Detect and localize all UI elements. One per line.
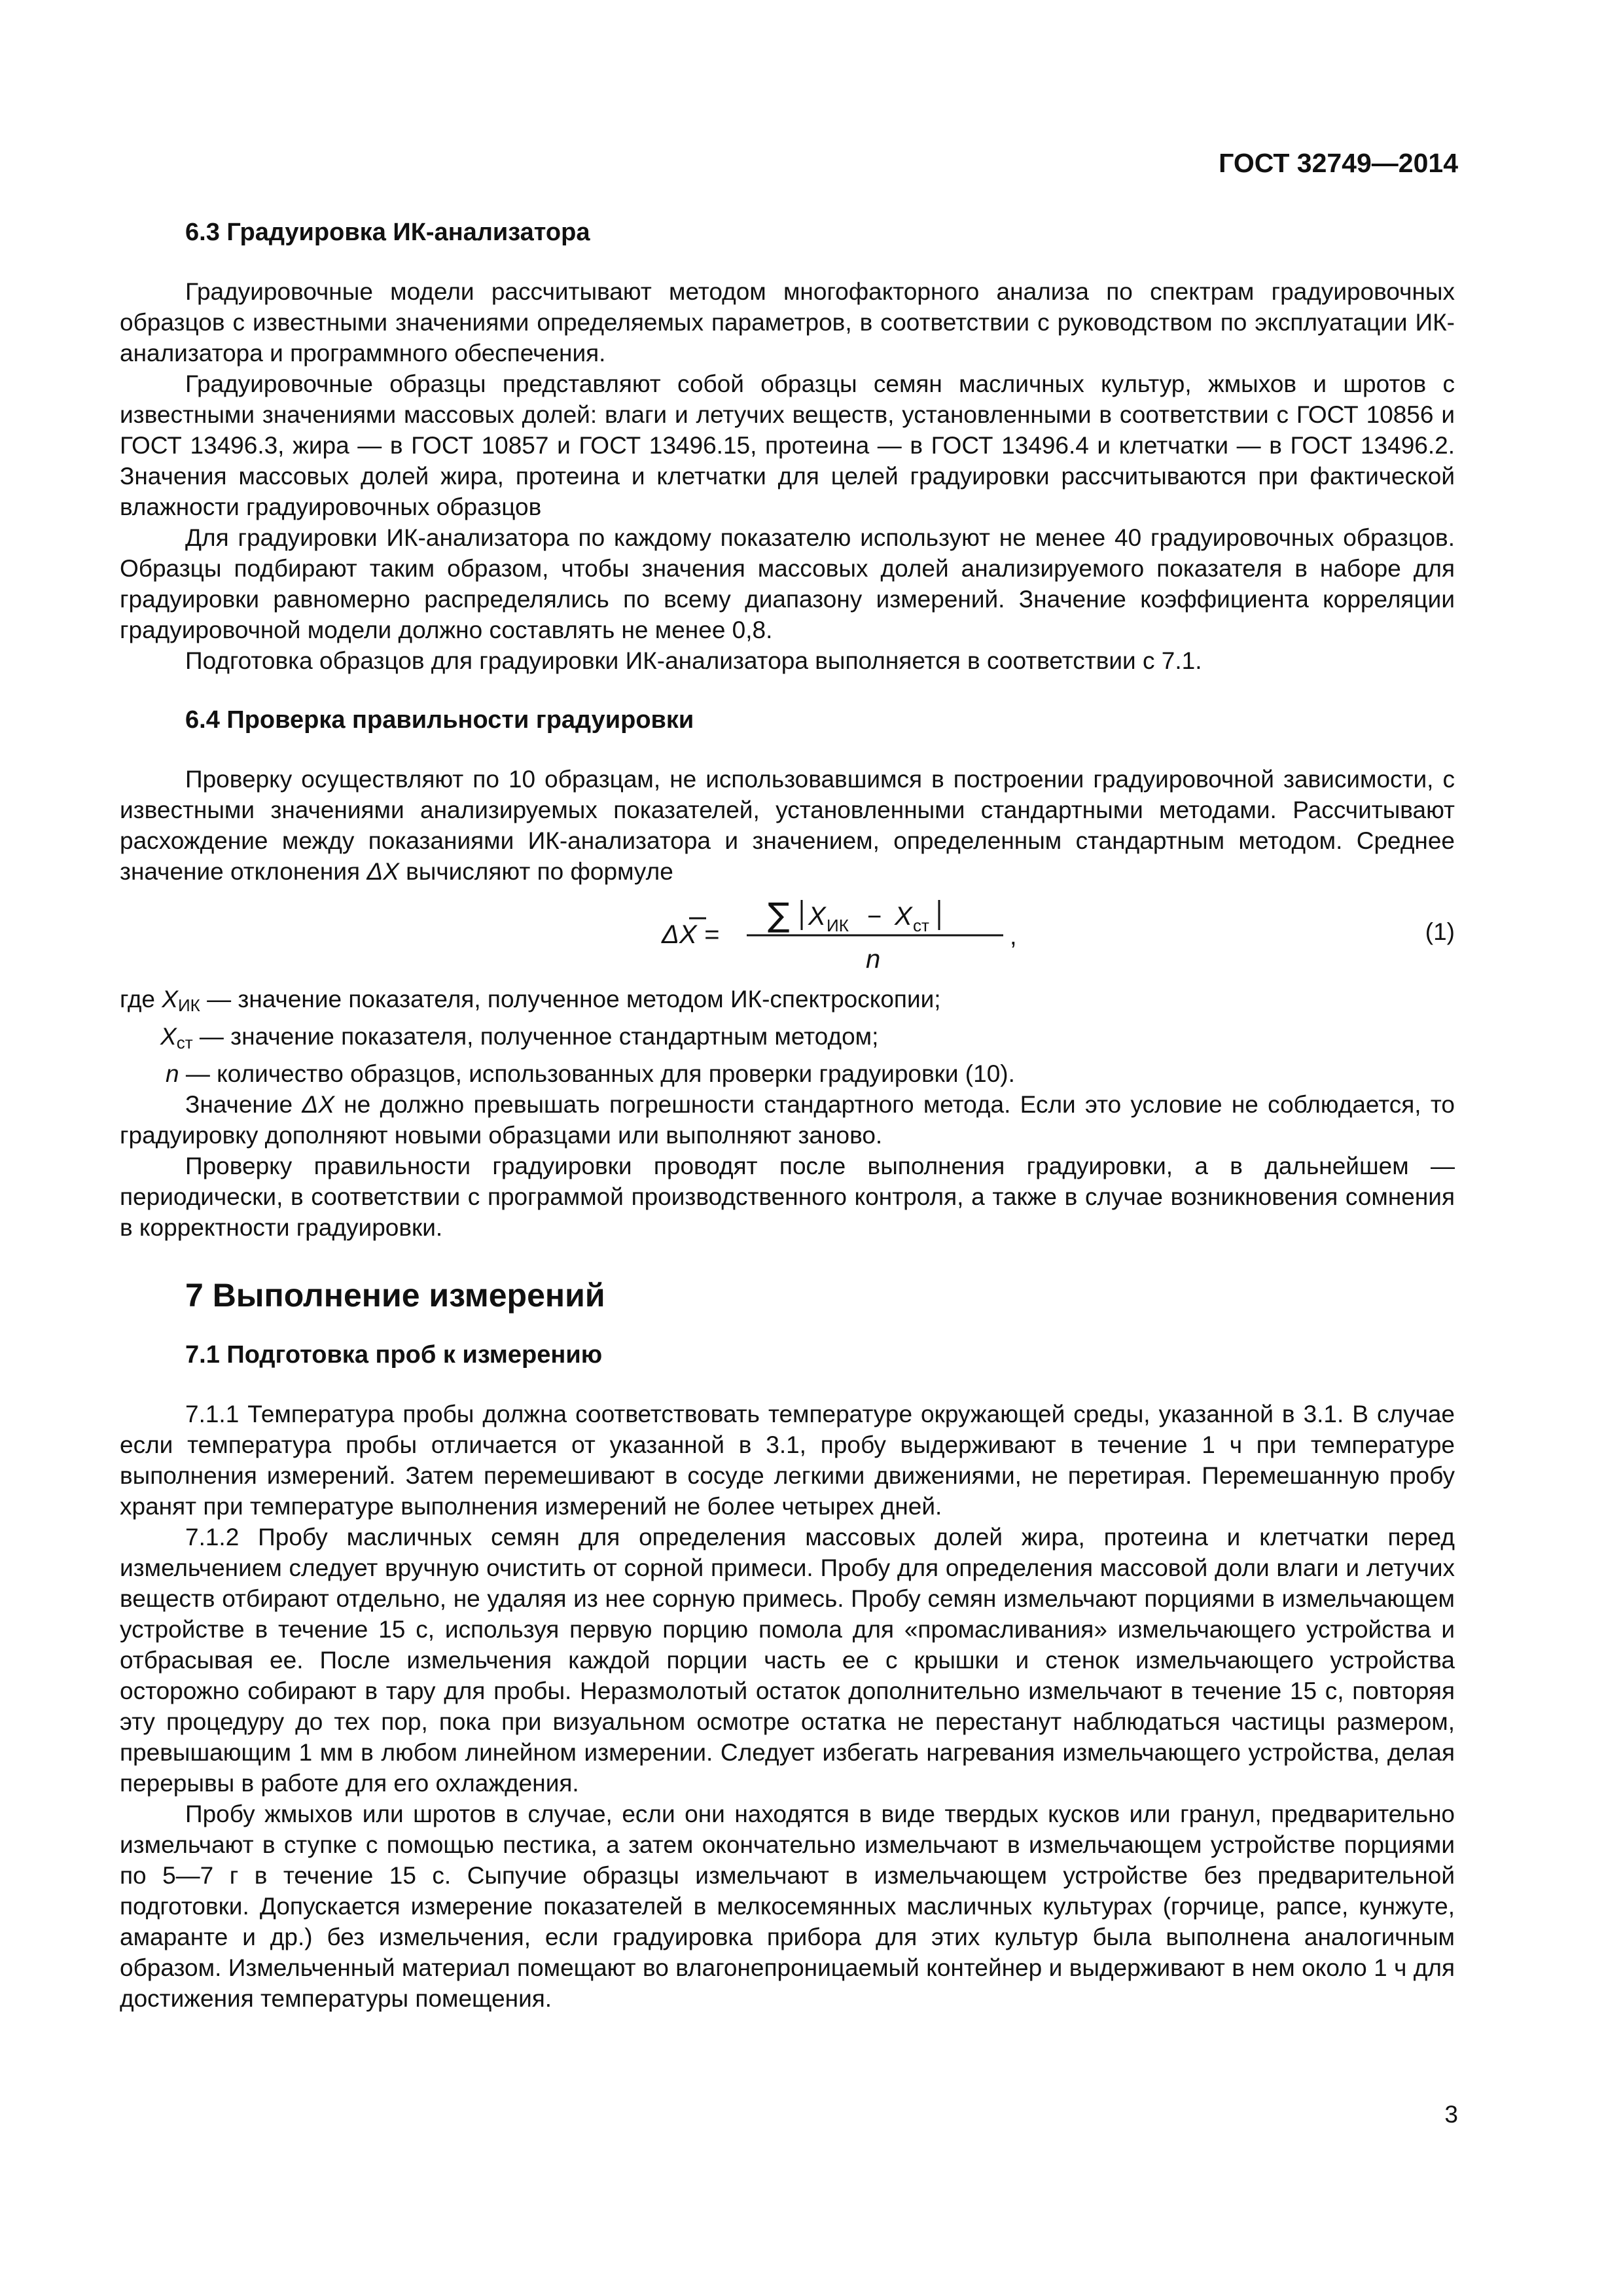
paragraph — [120, 1089, 1455, 1151]
paragraph-text: Значение — [185, 1091, 293, 1118]
definition-text: — значение показателя, полученное стандартным методом; — [199, 1023, 879, 1050]
delta-x-symbol: ΔX — [366, 858, 399, 885]
formula-1 — [120, 892, 1455, 977]
delta-x-symbol: ΔX — [302, 1091, 334, 1118]
definition-n — [120, 1058, 1455, 1089]
paragraph-text: не должно превышать погрешности стандартного метода. Если это условие не соблюдается, то градуировку дополняют новыми образцами или выполняют заново. — [120, 1091, 1455, 1149]
formula-graphic — [656, 892, 1049, 977]
minus-sign: − — [867, 903, 882, 931]
symbol-subscript: ст — [176, 1033, 193, 1052]
section-6-4-title: 6.4 Проверка правильности градуировки — [185, 706, 694, 734]
document-code: ГОСТ 32749—2014 — [1219, 148, 1458, 178]
paragraph: Градуировочные модели рассчитывают методом многофакторного анализа по спектрам градуировочных образцов с известными значениями определяемых параметров, в соответствии с руководством по эксплуатации ИК-анализатора и программного обеспечения. — [120, 278, 1455, 367]
x-ik-subscript: ИК — [827, 916, 849, 935]
paragraph — [120, 764, 1455, 887]
paragraph: Для градуировки ИК-анализатора по каждому показателю используют не менее 40 градуировочных образцов. Образцы подбирают таким образом, чтобы значения массовых долей анализируемого показателя в наборе для градуировки равномерно распределялись по всему диапазону измерений. Значение коэффициента корреляции градуировочной модели должно составлять не менее 0,8. — [120, 524, 1455, 643]
section-6-3-title: 6.3 Градуировка ИК-анализатора — [185, 219, 590, 246]
definition-x-ik — [120, 984, 1455, 1021]
formula-number: (1) — [1425, 918, 1455, 945]
paragraph-text: Проверку осуществляют по 10 образцам, не использовавшимся в построении градуировочной зависимости, с известными значениями анализируемых показателей, установленными стандартными методами. Рассчитывают расхождение между показаниями ИК-анализатора и значением, определенным стандартным методом. Среднее значение отклонения — [120, 766, 1455, 885]
definition-text: — количество образцов, использованных для проверки градуировки (10). — [185, 1060, 1015, 1087]
paragraph: Подготовка образцов для градуировки ИК-анализатора выполняется в соответствии с 7.1. — [185, 647, 1202, 674]
page-number: 3 — [1444, 2101, 1458, 2128]
paragraph: 7.1.2 Пробу масличных семян для определения массовых долей жира, протеина и клетчатки перед измельчением следует вручную очистить от сорной примеси. Пробу для определения массовой доли влаги и летучих веществ отбирают отдельно, не удаляя из нее сорную примесь. Пробу семян измельчают порциями в измельчающем устройстве в течение 15 с, используя первую порцию помола для «промасливания» измельчающего устройства и отбрасывая ее. После измельчения каждой порции часть ее с крышки и стенок измельчающего устройства осторожно собирают в тару для пробы. Неразмолотый остаток дополнительно измельчают в течение 15 с, повторяя эту процедуру до тех пор, пока при визуальном осмотре остатка не перестанут наблюдаться частицы размером, превышающим 1 мм в любом линейном измерении. Следует избегать нагревания измельчающего устройства, делая перерывы в работе для его охлаждения. — [120, 1524, 1455, 1797]
definition-text: — значение показателя, полученное методом ИК-спектроскопии; — [207, 986, 941, 1013]
formula-lhs: ΔX = — [662, 920, 719, 949]
formula-definitions — [120, 984, 1455, 1089]
section-7-1-title: 7.1 Подготовка проб к измерению — [185, 1341, 603, 1369]
symbol: X — [162, 986, 178, 1013]
formula-comma: , — [1010, 923, 1017, 950]
definition-x-st — [120, 1021, 1455, 1058]
paragraph: Проверку правильности градуировки проводят после выполнения градуировки, а в дальнейшем — периодически, в соответствии с программой производственного контроля, а также в случае возникновения сомнения в корректности градуировки. — [120, 1153, 1455, 1241]
section-7-title: 7 Выполнение измерений — [185, 1277, 605, 1314]
symbol-subscript: ИК — [177, 996, 200, 1015]
symbol: X — [160, 1023, 177, 1050]
denominator-n: n — [866, 945, 881, 974]
paragraph: 7.1.1 Температура пробы должна соответствовать температуре окружающей среды, указанной в 3.1. В случае если температура пробы отличается от указанной в 3.1, пробу выдерживают в течение 1 ч при температуре выполнения измерений. Затем перемешивают в сосуде легкими движениями, не перетирая. Перемешанную пробу хранят при температуре выполнения измерений не более четырех дней. — [120, 1401, 1455, 1520]
paragraph-text: вычисляют по формуле — [406, 858, 673, 885]
document-body — [120, 216, 1455, 2014]
sum-sign: ∑ — [768, 896, 790, 934]
paragraph: Пробу жмыхов или шротов в случае, если они находятся в виде твердых кусков или гранул, предварительно измельчают в ступке с помощью пестика, а затем окончательно измельчают в измельчающем устройстве порциями по 5—7 г в течение 15 с. Сыпучие образцы измельчают в измельчающем устройстве без предварительной подготовки. Допускается измерение показателей в мелкосемянных масличных культурах (горчице, рапсе, кунжуте, амаранте и др.) без измельчения, если градуировка прибора для этих культур была выполнена аналогичным образом. Измельченный материал помещают во влагонепроницаемый контейнер и выдерживают в нем около 1 ч для достижения температуры помещения. — [120, 1801, 1455, 2012]
x-st-subscript: ст — [913, 916, 929, 935]
symbol: n — [166, 1060, 179, 1087]
x-st: X — [895, 902, 912, 931]
x-ik: X — [808, 902, 826, 931]
where-word: где — [120, 986, 156, 1013]
paragraph: Градуировочные образцы представляют собой образцы семян масличных культур, жмыхов и шротов с известными значениями массовых долей: влаги и летучих веществ, установленными в соответствии с ГОСТ 10856 и ГОСТ 13496.3, жира — в ГОСТ 10857 и ГОСТ 13496.15, протеина — в ГОСТ 13496.4 и клетчатки — в ГОСТ 13496.2. Значения массовых долей жира, протеина и клетчатки для целей градуировки рассчитываются при фактической влажности градуировочных образцов — [120, 370, 1455, 520]
